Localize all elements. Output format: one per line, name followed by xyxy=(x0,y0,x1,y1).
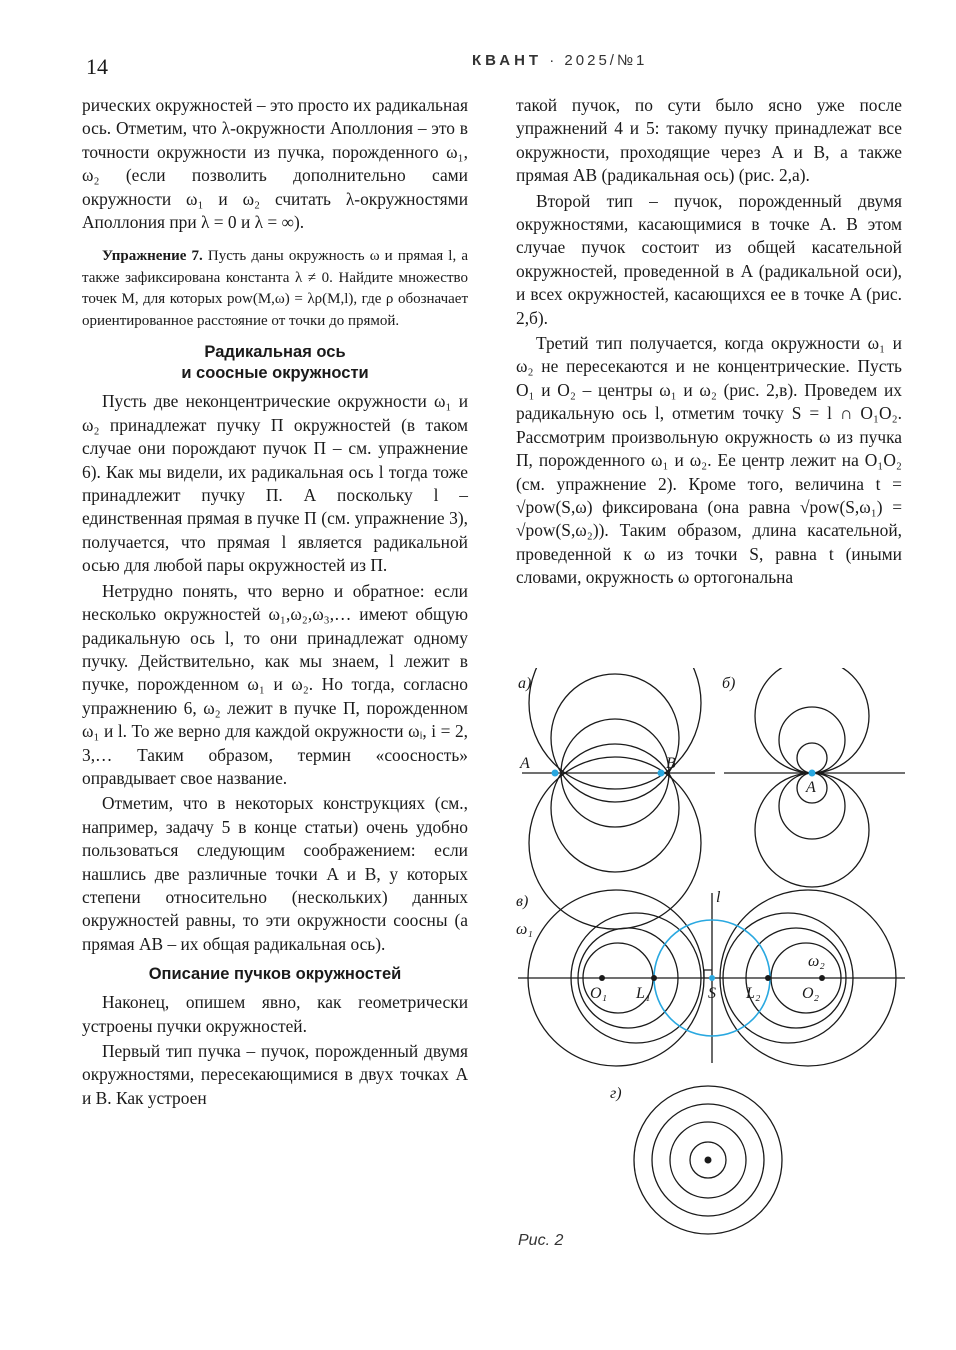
point-a-label: A xyxy=(520,755,530,772)
point-a2-label: A xyxy=(806,779,816,796)
label-v: в) xyxy=(516,893,529,910)
l1-label: L₁ xyxy=(636,985,651,1002)
exercise-7 xyxy=(82,246,468,332)
paragraph: Первый тип пучка – пучок, порожденный двумя окружностями, пересекающимися в двух точках A и B. Как устроен xyxy=(82,1041,468,1108)
page-header xyxy=(82,48,902,84)
point-l2-dot xyxy=(765,975,771,981)
point-b-dot xyxy=(658,770,665,777)
o1-label: O₁ xyxy=(590,985,608,1002)
section-heading-pencils: Описание пучков окружностей xyxy=(148,965,402,984)
point-l1-dot xyxy=(651,975,657,981)
figure-b-circles xyxy=(724,668,905,887)
left-column xyxy=(82,94,468,1112)
figure-caption: Рис. 2 xyxy=(518,1232,564,1249)
point-o2-dot xyxy=(819,975,825,981)
point-s-dot xyxy=(709,975,715,981)
exercise-label: Упражнение 7. xyxy=(102,248,203,265)
paragraph: Второй тип – пучок, порожденный двумя окружностями, касающимися в точке A. В этом случае пучок состоит из общей касательной окружностей, проведенной в A (радикальной оси), и всех окружностей, касающихся ее в точке A (рис. 2,б). xyxy=(516,190,902,328)
label-g: г) xyxy=(610,1085,622,1102)
figure-2 xyxy=(510,668,910,1268)
paragraph: Наконец, опишем явно, как геометрически устроены пучки окружностей. xyxy=(82,992,468,1036)
figure-2-drawing xyxy=(510,668,910,1268)
point-a-dot xyxy=(552,770,559,777)
label-b: б) xyxy=(722,675,736,692)
omega1-label: ω₁ xyxy=(516,921,533,938)
omega2-label: ω₂ xyxy=(808,953,825,970)
paragraph: Нетрудно понять, что верно и обратное: если несколько окружностей ω₁,ω₂,ω₃,… имеют общую радикальную ось l, то они принадлежат одному пучку. Действительно, как мы знаем, l лежит в пучке, порожденном ω₁ и ω₂. Но тогда, согласно упражнению 6, ω₂ лежит в пучке Π, порожденном ω₁ и l. То же верно для каждой окружности ωᵢ, i = 2, 3,… Таким образом, термин «соосность» оправдывает свое название. xyxy=(82,580,468,788)
l2-label: L₂ xyxy=(746,985,761,1002)
exercise-text: Пусть даны окружность ω и прямая l, а также зафиксирована константа λ ≠ 0. Найдите множество точек M, для которых pow(M,ω) = λρ(M,l), где ρ обозначает ориентированное расстояние от точки до прямой. xyxy=(82,248,468,329)
section-heading-line: Радикальная ось xyxy=(204,343,346,362)
paragraph: рических окружностей – это просто их радикальная ось. Отметим, что λ-окружности Аполлония – это в точности окружности из пучка, порожденного ω₁, ω₂ (если позволить дополнительно сами окружности ω₁ и ω₂ считать λ-окружностями Аполлония при λ = 0 и λ = ∞). xyxy=(82,95,468,233)
journal-issue: · 2025/№1 xyxy=(549,52,648,69)
paragraph: такой пучок, по сути было ясно уже после упражнений 4 и 5: такому пучку принадлежат все окружности, проходящие через A и B, а также прямая AB (радикальная ось) (рис. 2,а). xyxy=(516,95,902,186)
right-column xyxy=(516,94,902,592)
point-o1-dot xyxy=(599,975,605,981)
section-heading-radical-axis xyxy=(82,342,468,384)
line-l-label: l xyxy=(716,889,721,906)
page-number: 14 xyxy=(86,54,108,79)
point-b-label: B xyxy=(666,755,676,772)
paragraph: Пусть две неконцентрические окружности ω₁ и ω₂ принадлежат пучку Π окружностей (в таком случае они порождают пучок Π – см. упражнение 6). Как мы видели, их радикальная ось l тогда тоже принадлежит пучку Π. А поскольку l – единственная прямая в пучке Π (см. упражнение 3), получается, что прямая l является радикальной осью для любой пары окружностей из Π. xyxy=(82,391,468,576)
paragraph: Отметим, что в некоторых конструкциях (см., например, задачу 5 в конце статьи) очень удобно пользоваться следующим соображением: если нашлись две различные точки A и B, у которых степени относительно (нескольких) данных окружностей равны, то эти окружности соосны (а прямая AB – их общая радикальная ось). xyxy=(82,793,468,954)
label-a: а) xyxy=(518,675,532,692)
tangent-point-dot xyxy=(809,770,816,777)
o2-label: O₂ xyxy=(802,985,820,1002)
journal-title xyxy=(472,52,647,69)
s-label: S xyxy=(708,985,716,1002)
section-heading-line: и соосные окружности xyxy=(181,364,369,383)
center-dot xyxy=(705,1157,712,1164)
paragraph: Третий тип получается, когда окружности ω₁ и ω₂ не пересекаются и не концентрические. Пусть O₁ и O₂ – центры ω₁ и ω₂ (рис. 2,в). Проведем их радикальную ось l, отметим точку S = l ∩ O₁O₂. Рассмотрим произвольную окружность ω из пучка Π, порожденного ω₁ и ω₂. Ее центр лежит на O₁O₂ (см. упражнение 2). Кроме того, величина t = √pow(S,ω) фиксирована (она равна √pow(S,ω₁) = √pow(S,ω₂)). Таким образом, длина касательной, проведенной к ω из точки S, равна t (иными словами, окружность ω ортогональна xyxy=(516,333,902,588)
journal-name: КВАНТ xyxy=(472,52,543,69)
